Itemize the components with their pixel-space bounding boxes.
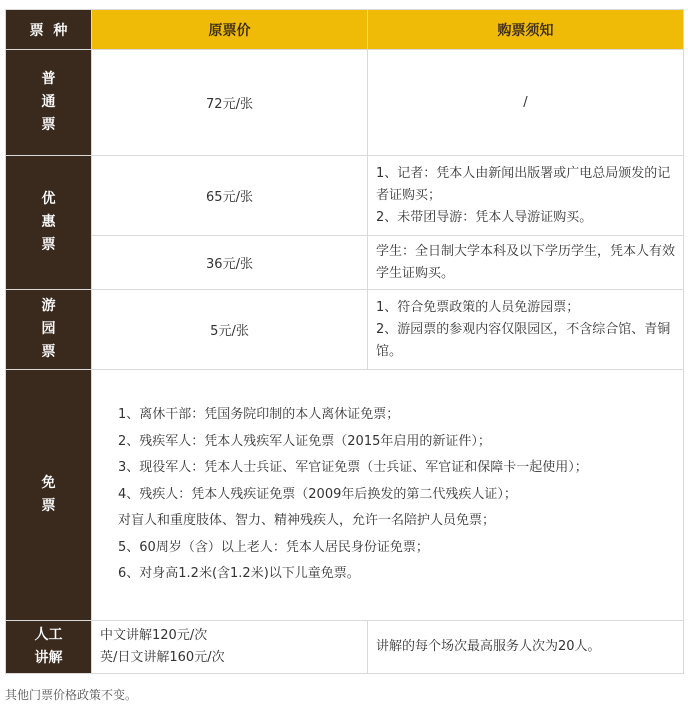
row-garden — [6, 290, 684, 370]
free-item: 对盲人和重度肢体、智力、精神残疾人，允许一名陪护人员免票； — [118, 513, 496, 529]
notice-discount-student: 学生：全日制大学本科及以下学历学生，凭本人有效学生证购买。 — [368, 236, 684, 290]
row-regular — [6, 50, 684, 156]
header-purchase-notice: 购票须知 — [368, 10, 684, 50]
header-row — [6, 10, 684, 50]
row-guide — [6, 621, 684, 674]
ticket-table — [5, 9, 684, 674]
free-item: 6、对身高1.2米(含1.2米)以下儿童免票。 — [118, 566, 360, 582]
category-garden: 游 园 票 — [6, 290, 92, 370]
header-original-price: 原票价 — [92, 10, 368, 50]
price-discount-journalist: 65元/张 — [92, 156, 368, 236]
free-item: 4、残疾人：凭本人残疾证免票（2009年后换发的第二代残疾人证）； — [118, 486, 517, 502]
free-item: 5、60周岁（含）以上老人：凭本人居民身份证免票； — [118, 539, 429, 555]
row-free — [6, 370, 684, 621]
category-free: 免 票 — [6, 370, 92, 621]
free-item: 1、离休干部：凭国务院印制的本人离休证免票； — [118, 407, 400, 423]
category-regular: 普 通 票 — [6, 50, 92, 156]
row-discount-b — [6, 236, 684, 290]
notice-line: 1、记者：凭本人由新闻出版署或广电总局颁发的记者证购买； — [376, 165, 671, 203]
notice-regular: / — [368, 50, 684, 156]
free-ticket-policy — [92, 370, 684, 621]
category-guide: 人工 讲解 — [6, 621, 92, 674]
guide-price-foreign: 英/日文讲解160元/次 — [100, 650, 225, 665]
notice-line: 2、未带团导游：凭本人导游证购买。 — [376, 209, 593, 225]
notice-line: 1、符合免票政策的人员免游园票； — [376, 299, 580, 315]
notice-garden — [368, 290, 684, 370]
notice-line: 2、游园票的参观内容仅限园区，不含综合馆、青铜馆。 — [376, 321, 671, 359]
free-item: 2、残疾军人：凭本人残疾军人证免票（2015年启用的新证件）； — [118, 433, 491, 449]
category-discount: 优 惠 票 — [6, 156, 92, 290]
price-discount-student: 36元/张 — [92, 236, 368, 290]
free-item: 3、现役军人：凭本人士兵证、军官证免票（士兵证、军官证和保障卡一起使用）； — [118, 460, 588, 476]
footer-note: 其他门票价格政策不变。 — [5, 688, 138, 702]
price-guide — [92, 621, 368, 674]
notice-guide: 讲解的每个场次最高服务人次为20人。 — [368, 621, 684, 674]
header-ticket-type: 票 种 — [6, 10, 92, 50]
notice-discount-journalist — [368, 156, 684, 236]
price-regular: 72元/张 — [92, 50, 368, 156]
price-garden: 5元/张 — [92, 290, 368, 370]
guide-price-chinese: 中文讲解120元/次 — [100, 628, 208, 643]
row-discount-a — [6, 156, 684, 236]
